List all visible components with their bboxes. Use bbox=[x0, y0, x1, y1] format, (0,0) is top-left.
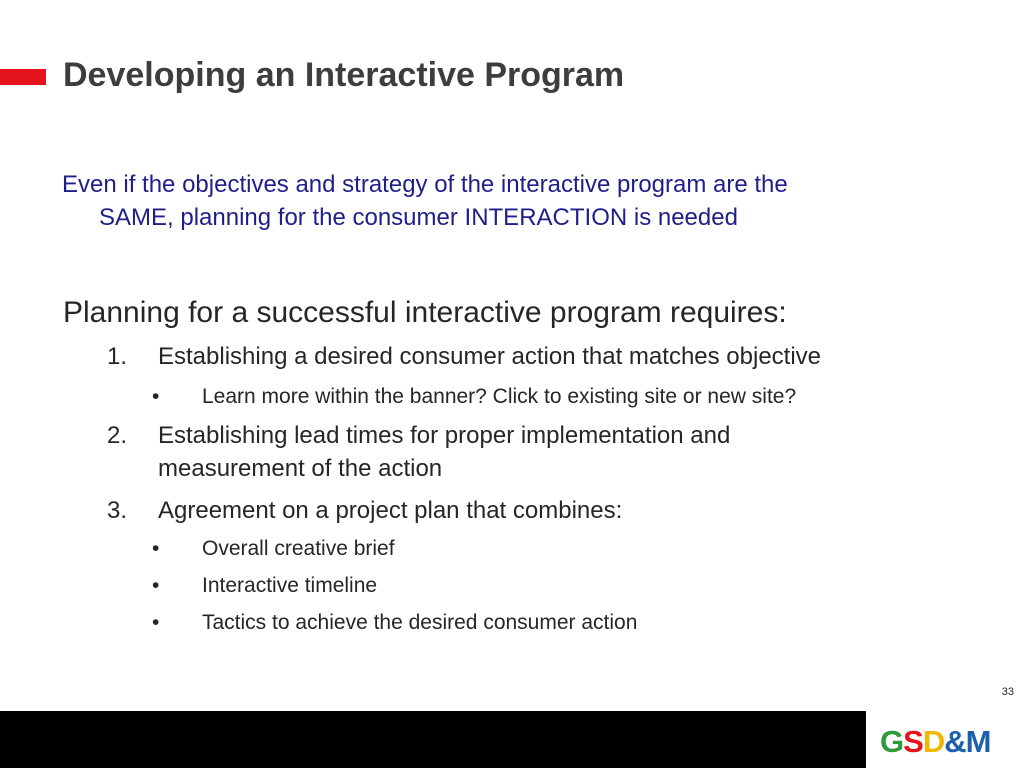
bullet-icon: • bbox=[152, 385, 160, 408]
list-text: Agreement on a project plan that combines: bbox=[158, 497, 623, 524]
list-item-1 bbox=[107, 340, 967, 373]
bullet-icon: • bbox=[152, 611, 160, 634]
logo-letter-d: D bbox=[922, 724, 945, 759]
list-text-line-1: Establishing lead times for proper implementation and bbox=[158, 422, 731, 449]
gsdm-logo bbox=[880, 725, 990, 759]
logo-ampersand: & bbox=[944, 724, 966, 759]
bullet-icon: • bbox=[152, 574, 160, 597]
list-number: 1. bbox=[107, 343, 128, 370]
slide-title: Developing an Interactive Program bbox=[63, 56, 625, 94]
sub-bullet-3-3 bbox=[152, 609, 972, 637]
intro-line-2: SAME, planning for the consumer INTERACTION is needed bbox=[99, 204, 738, 231]
list-text: Establishing a desired consumer action that matches objective bbox=[158, 343, 822, 370]
logo-letter-g: G bbox=[880, 724, 904, 759]
list-text-line-2: measurement of the action bbox=[158, 455, 443, 482]
sub-bullet-3-1 bbox=[152, 535, 972, 563]
logo-letter-s: S bbox=[903, 724, 923, 759]
list-number: 2. bbox=[107, 422, 128, 449]
list-item-2 bbox=[107, 419, 967, 485]
bullet-icon: • bbox=[152, 537, 160, 560]
bullet-text: Interactive timeline bbox=[202, 574, 378, 597]
list-number: 3. bbox=[107, 497, 128, 524]
sub-bullet-3-2 bbox=[152, 572, 972, 600]
logo-letter-m: M bbox=[965, 724, 991, 759]
sub-bullet-1-1 bbox=[152, 383, 972, 411]
bullet-text: Learn more within the banner? Click to existing site or new site? bbox=[202, 385, 797, 408]
intro-line-1: Even if the objectives and strategy of the interactive program are the bbox=[62, 171, 788, 198]
bullet-text: Overall creative brief bbox=[202, 537, 395, 560]
list-item-3 bbox=[107, 494, 967, 527]
requires-heading: Planning for a successful interactive program requires: bbox=[63, 296, 787, 329]
page-number: 33 bbox=[1001, 686, 1014, 698]
bullet-text: Tactics to achieve the desired consumer action bbox=[202, 611, 638, 634]
